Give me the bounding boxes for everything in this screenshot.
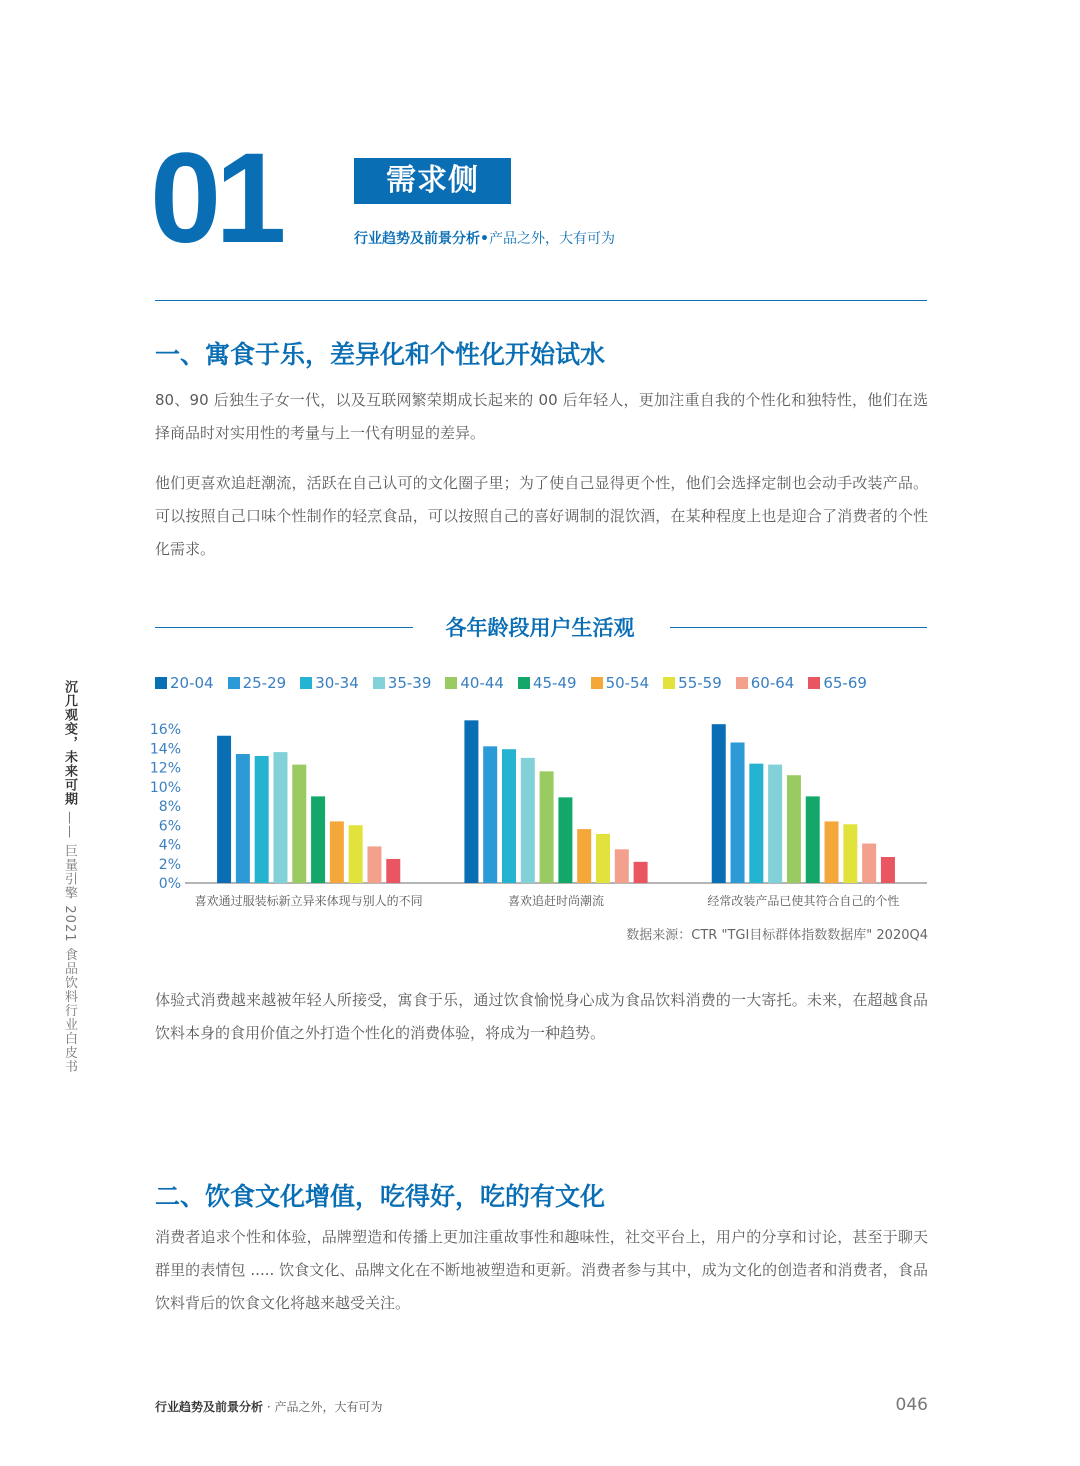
bar-20-04-0 — [217, 736, 231, 883]
bar-35-39-1 — [521, 758, 535, 883]
bar-30-34-0 — [255, 756, 269, 883]
bar-60-64-2 — [862, 844, 876, 883]
side-title-regular: —— 巨量引擎 2021 食品饮料行业白皮书 — [62, 806, 77, 1074]
x-category-label: 喜欢追赶时尚潮流 — [507, 894, 605, 908]
legend-label: 30-34 — [315, 674, 359, 692]
legend-label: 25-29 — [242, 674, 287, 692]
x-category-label: 喜欢通过服装标新立异来体现与别人的不同 — [194, 894, 423, 908]
section2-heading: 二、饮食文化增值，吃得好，吃的有文化 — [155, 1182, 606, 1211]
legend-swatch — [808, 677, 820, 689]
legend-item — [663, 674, 722, 692]
data-source: 数据来源：CTR "TGI目标群体指数数据库" 2020Q4 — [626, 928, 928, 943]
chart-title-rule-left — [155, 627, 413, 628]
legend-swatch — [373, 677, 385, 689]
chart-title-rule-right — [670, 627, 927, 628]
legend-swatch — [736, 677, 748, 689]
legend-label: 45-49 — [532, 674, 577, 692]
legend-label: 35-39 — [387, 674, 432, 692]
bar-30-34-2 — [749, 764, 763, 883]
chapter-number: 01 — [150, 127, 281, 270]
bar-chart — [150, 715, 930, 915]
bar-20-04-2 — [712, 724, 726, 883]
y-tick-label: 12% — [149, 760, 181, 777]
page-number: 046 — [895, 1395, 928, 1415]
chapter-subtitle — [354, 228, 615, 248]
legend-swatch — [518, 677, 530, 689]
legend-item — [300, 674, 359, 692]
bar-45-49-2 — [806, 796, 820, 883]
legend-label: 55-59 — [678, 674, 722, 692]
subtitle-regular: 产品之外，大有可为 — [488, 231, 615, 247]
legend-label: 60-64 — [750, 674, 795, 692]
bar-35-39-2 — [768, 765, 782, 883]
chart-legend — [155, 674, 935, 692]
bar-50-54-0 — [330, 821, 344, 883]
legend-label: 50-54 — [605, 674, 650, 692]
legend-swatch — [155, 677, 167, 689]
y-tick-label: 0% — [158, 876, 181, 892]
bar-45-49-0 — [311, 796, 325, 883]
footer-title-regular: · 产品之外，大有可为 — [263, 1400, 383, 1414]
y-tick-label: 10% — [149, 779, 181, 796]
section1-heading: 一、寓食于乐，差异化和个性化开始试水 — [155, 340, 606, 369]
bar-50-54-1 — [577, 829, 591, 883]
legend-swatch — [228, 677, 240, 689]
y-tick-label: 4% — [158, 837, 181, 854]
bar-30-34-1 — [502, 749, 516, 883]
legend-item — [373, 674, 432, 692]
legend-item — [228, 674, 287, 692]
bar-40-44-1 — [540, 771, 554, 883]
bar-40-44-0 — [292, 765, 306, 883]
y-tick-label: 8% — [158, 799, 181, 815]
bar-20-04-1 — [464, 720, 478, 883]
chart-title: 各年龄段用户生活观 — [445, 616, 635, 640]
bar-50-54-2 — [825, 821, 839, 883]
section1-paragraph-3: 体验式消费越来越被年轻人所接受，寓食于乐，通过饮食愉悦身心成为食品饮料消费的一大寄托。未来，在超越食品饮料本身的食用价值之外打造个性化的消费体验，将成为一种趋势。 — [155, 991, 928, 1042]
bar-60-64-0 — [367, 846, 381, 883]
side-title-bold: 沉几观变，未来可期 — [62, 680, 77, 806]
legend-item — [155, 674, 214, 692]
legend-item — [518, 674, 577, 692]
bar-25-29-0 — [236, 754, 250, 883]
bar-55-59-0 — [349, 825, 363, 883]
x-category-label: 经常改装产品已使其符合自己的个性 — [707, 894, 900, 908]
bar-40-44-2 — [787, 775, 801, 883]
legend-swatch — [300, 677, 312, 689]
legend-label: 65-69 — [823, 674, 867, 692]
section2-paragraph-1: 消费者追求个性和体验，品牌塑造和传播上更加注重故事性和趣味性，社交平台上，用户的分享和讨论，甚至于聊天群里的表情包 ..... 饮食文化、品牌文化在不断地被塑造和更新。消费者参与其中，成为文化的创造者和消费者，食品饮料背后的饮食文化将越来越受关注。 — [155, 1228, 928, 1312]
legend-swatch — [663, 677, 675, 689]
section-label: 需求侧 — [354, 158, 511, 204]
y-tick-label: 16% — [149, 722, 181, 738]
subtitle-bold: 行业趋势及前景分析• — [354, 231, 489, 247]
legend-item — [808, 674, 867, 692]
legend-swatch — [445, 677, 457, 689]
legend-label: 40-44 — [460, 674, 504, 692]
legend-label: 20-04 — [170, 674, 214, 692]
footer-title — [155, 1398, 382, 1415]
bar-25-29-2 — [731, 742, 745, 883]
bar-65-69-1 — [634, 862, 648, 883]
bar-45-49-1 — [558, 797, 572, 883]
legend-item — [445, 674, 504, 692]
y-tick-label: 2% — [158, 856, 181, 873]
y-tick-label: 14% — [149, 741, 181, 758]
section1-paragraph-2: 他们更喜欢追赶潮流，活跃在自己认可的文化圈子里；为了使自己显得更个性，他们会选择定制也会动手改装产品。可以按照自己口味个性制作的轻烹食品，可以按照自己的喜好调制的混饮酒，在某种程度上也是迎合了消费者的个性化需求。 — [155, 474, 928, 558]
bar-65-69-0 — [386, 859, 400, 883]
bar-35-39-0 — [273, 752, 287, 883]
legend-item — [736, 674, 795, 692]
bar-55-59-1 — [596, 834, 610, 883]
bar-55-59-2 — [843, 824, 857, 883]
bar-25-29-1 — [483, 746, 497, 883]
bar-65-69-2 — [881, 857, 895, 883]
bar-60-64-1 — [615, 849, 629, 883]
legend-swatch — [591, 677, 603, 689]
header-divider — [155, 300, 927, 301]
side-running-title — [57, 680, 79, 1074]
legend-item — [591, 674, 650, 692]
y-tick-label: 6% — [158, 818, 181, 835]
section1-paragraph-1: 80、90 后独生子女一代，以及互联网繁荣期成长起来的 00 后年轻人，更加注重自我的个性化和独特性，他们在选择商品时对实用性的考量与上一代有明显的差异。 — [155, 391, 928, 442]
footer-title-bold: 行业趋势及前景分析 — [155, 1400, 264, 1414]
